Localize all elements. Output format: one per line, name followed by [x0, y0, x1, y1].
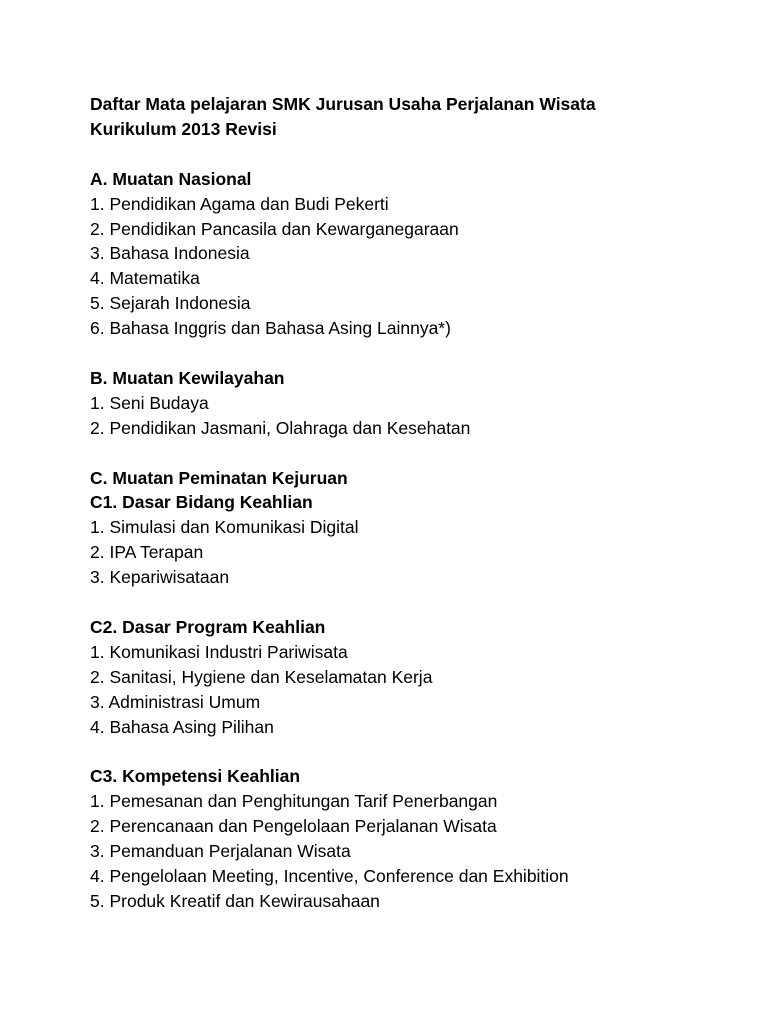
section-heading: C. Muatan Peminatan Kejuruan — [90, 467, 348, 488]
list-item: 3. Bahasa Indonesia — [90, 243, 250, 264]
document-title — [90, 92, 750, 142]
title-line: Kurikulum 2013 Revisi — [90, 118, 277, 139]
list-item: 1. Pendidikan Agama dan Budi Pekerti — [90, 193, 389, 214]
list-item: 1. Pemesanan dan Penghitungan Tarif Penerbangan — [90, 791, 498, 812]
section-muatan-kewilayahan — [90, 366, 750, 441]
document-page — [90, 92, 750, 914]
list-item: 1. Komunikasi Industri Pariwisata — [90, 641, 348, 662]
subsection-heading: C2. Dasar Program Keahlian — [90, 616, 326, 637]
list-item: 2. IPA Terapan — [90, 542, 204, 563]
section-dasar-program-keahlian — [90, 615, 750, 740]
list-item: 3. Pemanduan Perjalanan Wisata — [90, 841, 351, 862]
section-heading: A. Muatan Nasional — [90, 168, 252, 189]
list-item: 6. Bahasa Inggris dan Bahasa Asing Lainnya*) — [90, 318, 451, 339]
list-item: 2. Perencanaan dan Pengelolaan Perjalanan Wisata — [90, 816, 497, 837]
list-item: 2. Pendidikan Jasmani, Olahraga dan Kesehatan — [90, 417, 471, 438]
section-muatan-nasional — [90, 167, 750, 341]
list-item: 5. Produk Kreatif dan Kewirausahaan — [90, 890, 380, 911]
list-item: 1. Seni Budaya — [90, 392, 209, 413]
list-item: 2. Pendidikan Pancasila dan Kewarganegaraan — [90, 218, 459, 239]
list-item: 4. Pengelolaan Meeting, Incentive, Conference dan Exhibition — [90, 866, 569, 887]
title-line: Daftar Mata pelajaran SMK Jurusan Usaha Perjalanan Wisata — [90, 94, 596, 114]
list-item: 2. Sanitasi, Hygiene dan Keselamatan Kerja — [90, 666, 433, 687]
section-muatan-peminatan-kejuruan — [90, 466, 750, 591]
list-item: 1. Simulasi dan Komunikasi Digital — [90, 517, 359, 538]
section-heading: B. Muatan Kewilayahan — [90, 367, 285, 388]
list-item: 4. Bahasa Asing Pilihan — [90, 716, 274, 737]
list-item: 3. Kepariwisataan — [90, 567, 230, 588]
list-item: 5. Sejarah Indonesia — [90, 293, 251, 314]
list-item: 4. Matematika — [90, 268, 200, 289]
subsection-heading: C1. Dasar Bidang Keahlian — [90, 492, 313, 513]
section-kompetensi-keahlian — [90, 764, 750, 913]
subsection-heading: C3. Kompetensi Keahlian — [90, 766, 301, 787]
list-item: 3. Administrasi Umum — [90, 691, 261, 712]
